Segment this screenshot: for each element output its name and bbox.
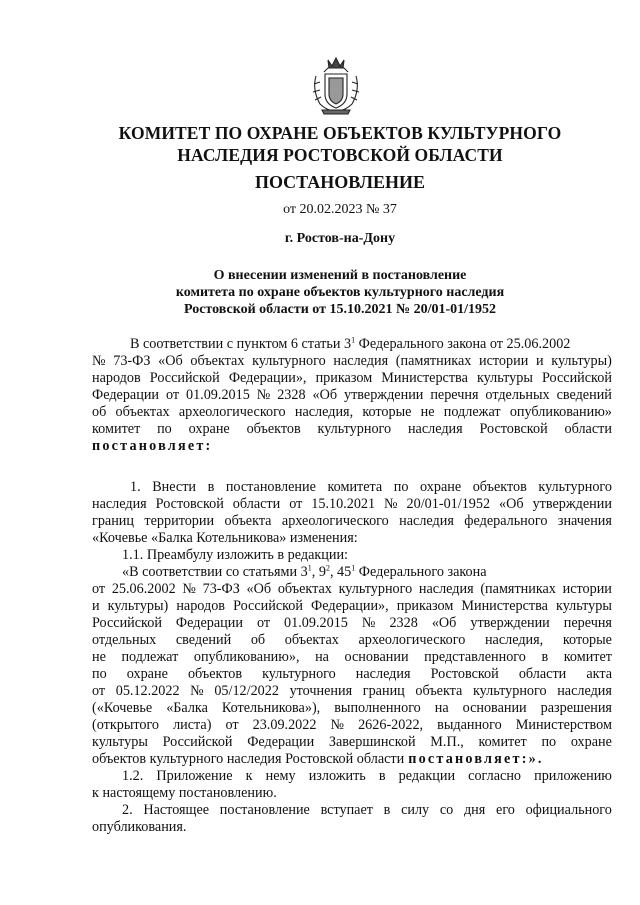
resolves-word: постановляет:». (408, 751, 544, 767)
text-line: 1.1. Преамбулу изложить в редакции: (122, 547, 348, 563)
text-line: Российской Федерации от 01.09.2015 № 2328 «Об утверждении перечня (92, 615, 612, 631)
text-line: народов Российской Федерации», приказом Министерства культуры Российской (92, 370, 612, 386)
text-line: объектов культурного наследия Ростовской области постановляет:». (92, 751, 544, 767)
text-line (92, 438, 612, 455)
text-line: и культуры) народов Российской Федерации», приказом Министерства культуры (92, 598, 612, 614)
text-line: № 73-ФЗ «Об объектах культурного наследия (памятниках истории и культуры) (92, 353, 612, 369)
organization-name (90, 122, 590, 166)
text-line: «В соответствии со статьями $3^1$, $9^2$, $45^1$ Федерального закона (122, 563, 487, 580)
text-line: не подлежат опубликованию», на основании представленного в комитет (92, 649, 612, 665)
text-line: от 25.06.2002 № 73-ФЗ «Об объектах культурного наследия (памятниках истории (92, 581, 612, 597)
subject-line: Ростовской области от 15.10.2021 № 20/01-01/1952 (183, 302, 497, 317)
text-line: («Кочевье «Балка Котельникова»), выполненного на основании разрешения (92, 700, 612, 716)
text-line: отдельных сведений об объектах археологического наследия, которые (92, 632, 612, 648)
text-line: В соответствии с пунктом 6 статьи $3^1$ Федерального закона от 25.06.2002 (130, 335, 571, 352)
text-line: Федерации от 01.09.2015 № 2328 «Об утверждении перечня отдельных сведений (92, 387, 612, 403)
text-line: наследия Ростовской области от 15.10.2021 № 20/01-01/1952 «Об утверждении (92, 496, 612, 512)
document-date-number: от 20.02.2023 № 37 (283, 202, 397, 217)
document-city: г. Ростов-на-Дону (284, 231, 396, 246)
subject-line: О внесении изменений в постановление (213, 268, 467, 283)
text-line: опубликования. (92, 819, 187, 835)
text-line: «Кочевье «Балка Котельникова» изменения: (92, 530, 358, 546)
text-line: (открытого листа) от 23.09.2022 № 2626-2022, выданного Министерством (92, 717, 612, 733)
text-line: от 05.12.2022 № 05/12/2022 уточнения границ объекта культурного наследия (92, 683, 612, 699)
item-1-paragraph (92, 479, 612, 836)
text-line: 2. Настоящее постановление вступает в силу со дня его официального (122, 802, 612, 818)
text-line: 1.2. Приложение к нему изложить в редакции согласно приложению (122, 768, 612, 784)
document-type: ПОСТАНОВЛЕНИЕ (254, 172, 426, 192)
text-line: 1. Внести в постановление комитета по охране объектов культурного (130, 479, 612, 495)
preamble-paragraph (92, 336, 612, 455)
organization-name-line: КОМИТЕТ ПО ОХРАНЕ ОБЪЕКТОВ КУЛЬТУРНОГО (118, 123, 562, 143)
text-line: комитет по охране объектов культурного наследия Ростовской области (92, 421, 612, 437)
text-line: культуры Российской Федерации Завершинской М.П., комитет по охране (92, 734, 612, 750)
text-line: к настоящему постановлению. (92, 785, 277, 801)
coat-of-arms-icon (310, 54, 362, 116)
document-subject (90, 267, 590, 318)
text-line: об объектах археологического наследия, которые не подлежат опубликованию» (92, 404, 612, 420)
organization-name-line: НАСЛЕДИЯ РОСТОВСКОЙ ОБЛАСТИ (177, 145, 503, 165)
subject-line: комитета по охране объектов культурного наследия (175, 285, 505, 300)
text-line: границ территории объекта археологического наследия федерального значения (92, 513, 612, 529)
resolves-word: постановляет: (92, 438, 213, 454)
text-line: по охране объектов культурного наследия Ростовской области акта (92, 666, 612, 682)
